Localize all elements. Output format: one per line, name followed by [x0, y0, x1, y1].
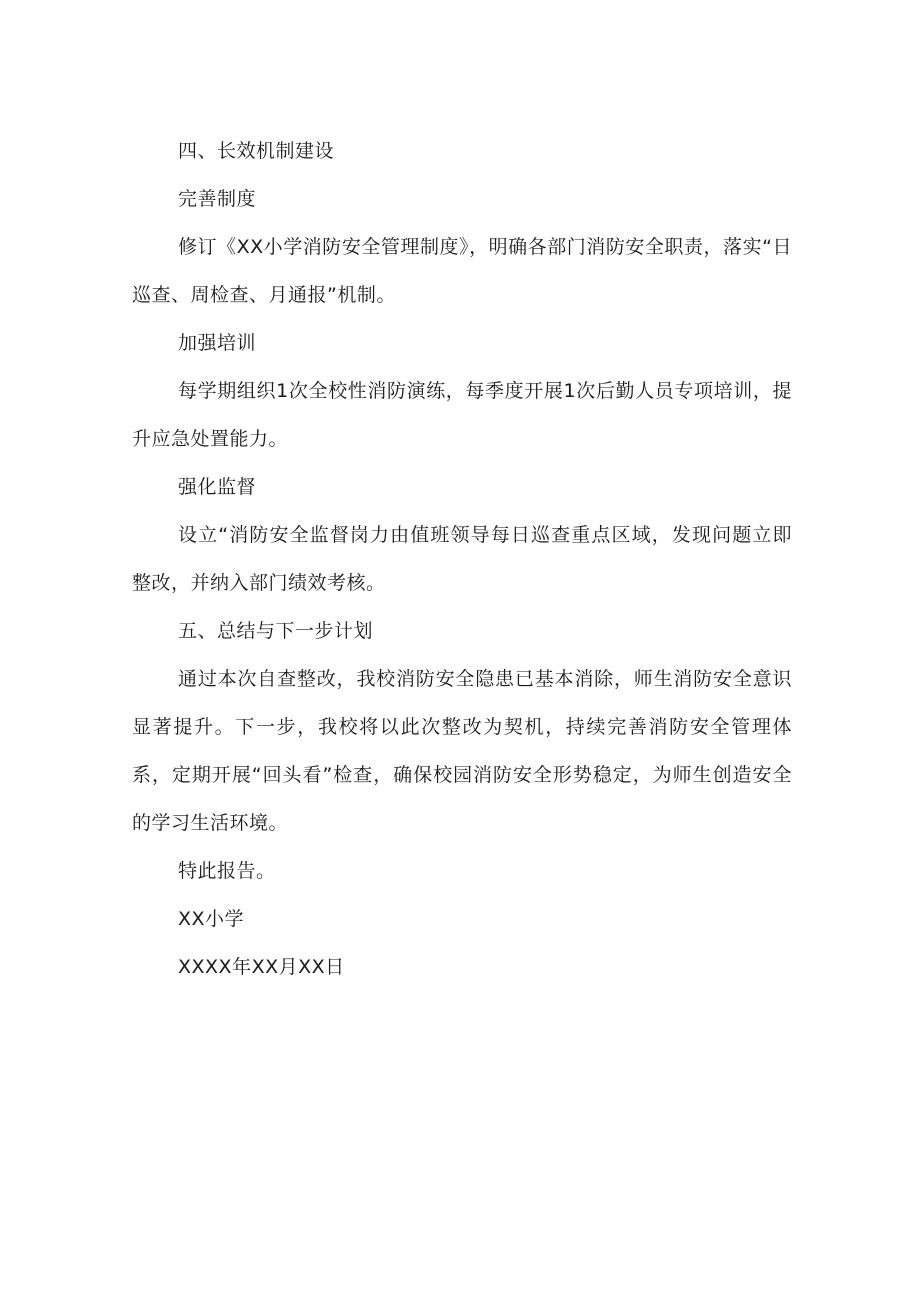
- subheading-improve-system: 完善制度: [178, 188, 257, 210]
- section-heading-long-term-mechanism: 四、长效机制建设: [178, 140, 335, 162]
- signature-school: XX小学: [178, 908, 245, 930]
- paragraph-summary: 通过本次自查整改，我校消防安全隐患已基本消除，师生消防安全意识显著提升。下一步，我校将以此次整改为契机，持续完善消防安全管理体系，定期开展“回头看”检查，确保校园消防安全形势稳定，为师生创造安全的学习生活环境。: [132, 668, 792, 834]
- subheading-strengthen-training: 加强培训: [178, 332, 257, 354]
- closing-line: 特此报告。: [178, 860, 276, 882]
- document-body: [132, 127, 792, 991]
- paragraph-strengthen-supervision: 设立“消防安全监督岗力由值班领导每日巡查重点区域，发现问题立即整改，并纳入部门绩效考核。: [132, 524, 792, 594]
- section-heading-summary-next-plan: 五、总结与下一步计划: [178, 620, 374, 642]
- signature-date: XXXX年XX月XX日: [178, 956, 345, 978]
- paragraph-strengthen-training: 每学期组织1次全校性消防演练，每季度开展1次后勤人员专项培训，提升应急处置能力。: [132, 380, 792, 450]
- paragraph-improve-system: 修订《XX小学消防安全管理制度》，明确各部门消防安全职责，落实“日巡查、周检查、月通报”机制。: [132, 236, 792, 306]
- subheading-strengthen-supervision: 强化监督: [178, 476, 257, 498]
